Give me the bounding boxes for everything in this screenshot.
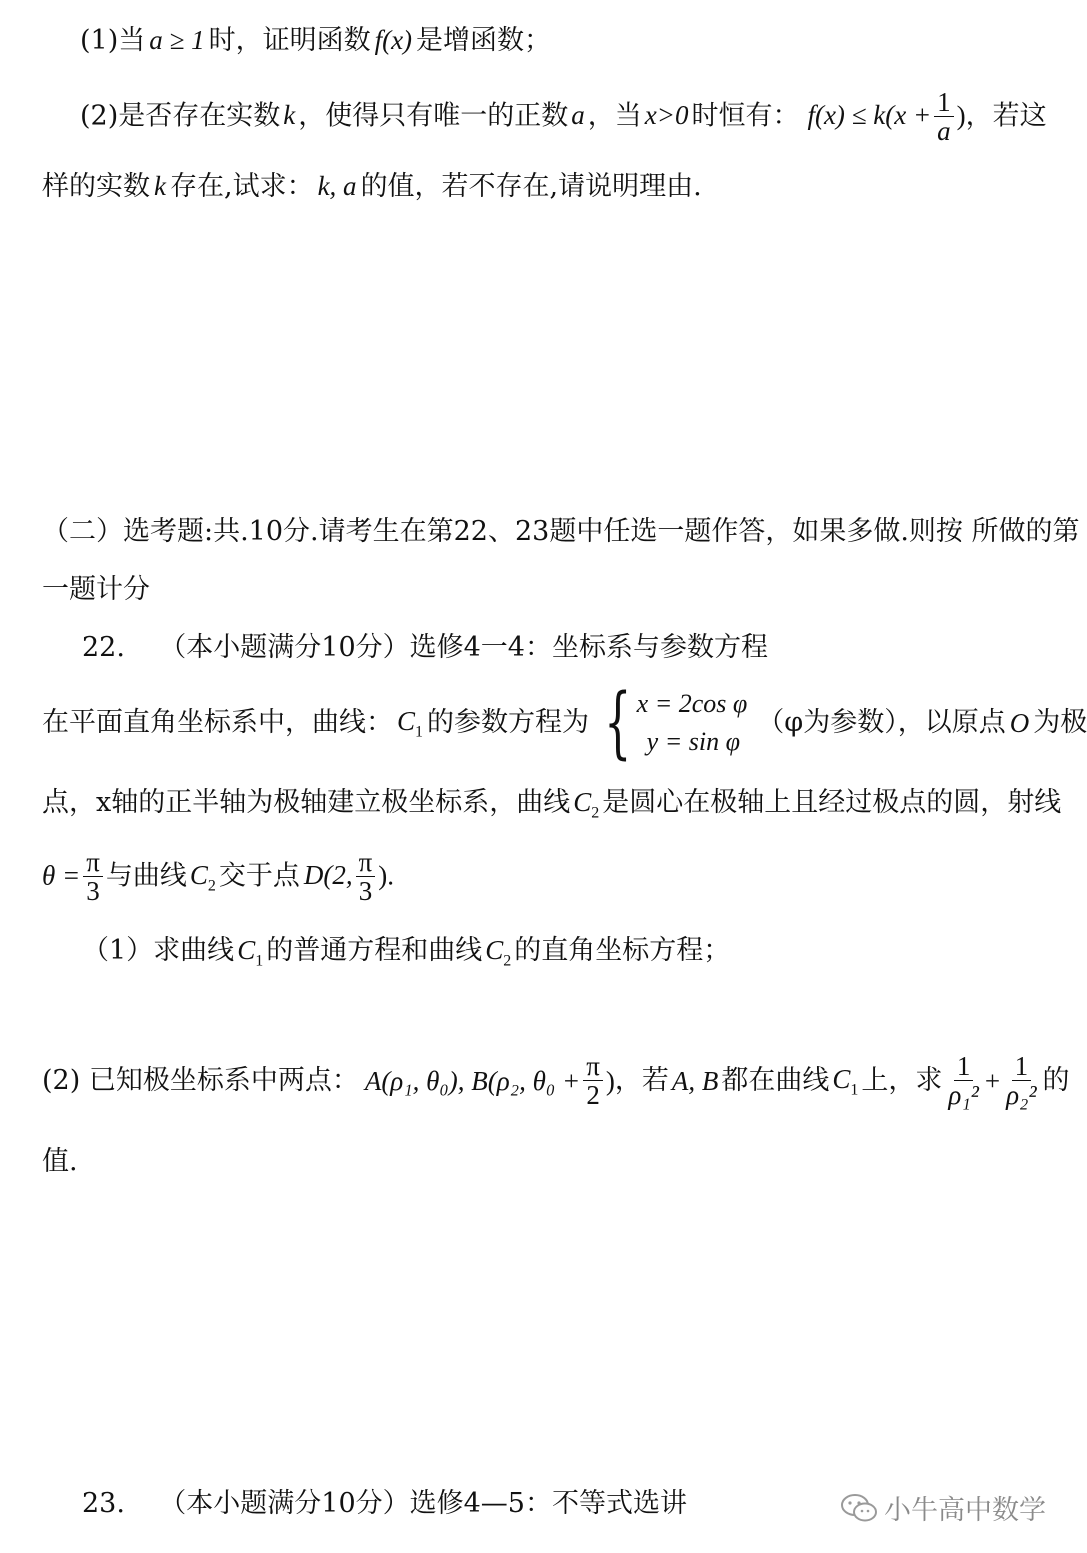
- q22-frac1-den: ρ₁²: [948, 1080, 979, 1111]
- q22-sub1: [82, 934, 730, 971]
- q22-point-pi: π: [356, 848, 376, 877]
- q22-sub2-pi-over-2: [583, 1052, 603, 1110]
- q21-part2-t4: ，若这: [965, 100, 1047, 132]
- q22-point-end: ).: [378, 860, 395, 891]
- q22-three: 3: [86, 876, 100, 907]
- q22-sub1-c: 的直角坐标方程；: [514, 935, 731, 966]
- q22-C1: [397, 705, 423, 742]
- q21-part2-t3: 时恒有：: [691, 100, 800, 132]
- q22-sub1-b: 的普通方程和曲线: [266, 935, 483, 966]
- q22-sub2-frac2: [1003, 1052, 1039, 1110]
- q22-sub2-C1-sub: 1: [850, 1080, 859, 1098]
- q22-sub2-d: 上，求: [861, 1064, 943, 1096]
- q22-line3-a: 与曲线: [105, 860, 187, 892]
- q21-part1-func: f(x): [374, 25, 413, 55]
- q22-eq-row1: x = 2cos φ: [636, 689, 748, 719]
- q22-sub2-pi: π: [583, 1052, 603, 1081]
- q22-heading: 22. （本小题满分10分）选修4一4：坐标系与参数方程: [82, 632, 768, 663]
- q22-line3-b: 交于点: [218, 860, 300, 892]
- watermark-text: 小牛高中数学: [884, 1495, 1046, 1526]
- left-brace-icon: {: [604, 678, 632, 768]
- q22-frac2-den: ρ₂²: [1006, 1080, 1037, 1111]
- q21-part2-a: a: [571, 100, 585, 131]
- q21-part2-t2: ，当: [587, 100, 642, 132]
- q22-intro-c: （φ为参数），以原点: [757, 706, 1006, 738]
- q21-part2-line2: [42, 170, 702, 203]
- q21-part2-t1: ，使得只有唯一的正数: [298, 100, 569, 132]
- q21-line2-b: 存在,试求：: [169, 171, 314, 202]
- q22-sub2-b: ，若: [614, 1064, 669, 1096]
- q21-part2-line1: [80, 88, 1047, 146]
- q22-sub1-C1-letter: C: [237, 935, 256, 965]
- q22-line3: [42, 848, 394, 906]
- q21-line2-a: 样的实数: [42, 171, 150, 202]
- q22-point-D: D(2,: [303, 860, 353, 891]
- q21-line2-c: 的值，若不存在,请说明理由.: [360, 171, 702, 202]
- q22-sub2-end: 值.: [42, 1146, 78, 1177]
- q22-sub1-C2-sub: 2: [503, 952, 512, 970]
- q21-line2-k: k: [154, 171, 166, 201]
- section2-line1: （二）选考题:共.10分.请考生在第22、23题中任选一题作答，如果多做.则按 所做的第: [42, 516, 1080, 547]
- q22-C2-sub: 2: [591, 804, 600, 822]
- q21-part2-ineq-right: ): [956, 100, 966, 131]
- q22-line2: [42, 786, 1061, 823]
- q22-point-frac: [356, 848, 376, 906]
- q22-sub2-AB: A, B: [671, 1065, 719, 1096]
- q22-line2-b: 是圆心在极轴上且经过极点的圆，射线: [602, 787, 1062, 818]
- q21-part1-cond: a ≥ 1: [149, 25, 205, 55]
- q22-line3-C2-sub: 2: [207, 877, 216, 895]
- q22-point-three: 3: [358, 876, 373, 907]
- q22-O: O: [1009, 707, 1030, 738]
- q22-eq-row2: y = sin φ: [646, 727, 740, 756]
- q22-sub2-C1-letter: C: [832, 1063, 851, 1094]
- q22-sub2-C1: [832, 1063, 858, 1100]
- q22-sub2-two: 2: [586, 1080, 600, 1111]
- q22-C1-sub: 1: [415, 723, 424, 741]
- q22-sub1-a: （1）求曲线: [82, 935, 235, 966]
- q21-part2-ineq-left: f(x) ≤ k(x +: [807, 100, 932, 131]
- q22-sub2-e: 的: [1042, 1064, 1070, 1096]
- q22-frac2-num: 1: [1012, 1052, 1032, 1081]
- q22-pi: π: [83, 848, 103, 877]
- q22-sub2-c: 都在曲线: [721, 1064, 830, 1096]
- q22-theta-eq: θ =: [42, 860, 81, 891]
- q22-sub2-a: (2) 已知极坐标系中两点：: [42, 1064, 359, 1096]
- q22-sub2: [42, 1052, 1070, 1110]
- q22-sub1-C2: [485, 935, 512, 970]
- q21-part1-end: 是增函数；: [416, 25, 552, 56]
- q22-C2-letter: C: [573, 787, 592, 817]
- q22-sub2-frac1: [945, 1052, 981, 1110]
- q22-frac1-num: 1: [954, 1052, 974, 1081]
- watermark: [840, 1488, 1046, 1527]
- q21-line2-vars: k, a: [317, 171, 357, 201]
- q22-intro-d: 为极: [1033, 706, 1087, 738]
- q21-part1: [80, 24, 551, 57]
- q22-plus: +: [984, 1065, 1001, 1096]
- q22-sub2-points: A(ρ₁, θ₀), B(ρ₂, θ₀ +: [364, 1065, 581, 1096]
- q23-heading: 23. （本小题满分10分）选修4—5：不等式选讲: [82, 1488, 687, 1519]
- q21-frac-num: 1: [934, 88, 954, 117]
- q22-parametric-system: [593, 678, 748, 768]
- section2-line2: 一题计分: [42, 574, 150, 605]
- q22-intro-a: 在平面直角坐标系中，曲线：: [42, 706, 393, 738]
- q22-pi-over-3: [83, 848, 103, 906]
- q22-sub1-C1-sub: 1: [255, 952, 264, 970]
- q21-part2-xcond: x>0: [644, 100, 689, 131]
- q22-line3-C2-letter: C: [189, 860, 208, 891]
- q21-frac-den: a: [937, 116, 951, 147]
- q22-sub1-C1: [237, 935, 264, 970]
- q21-part1-mid: 时，证明函数: [208, 25, 371, 56]
- q22-C1-letter: C: [397, 705, 416, 736]
- q22-intro-b: 的参数方程为: [427, 706, 590, 738]
- q22-sub2-close: ): [605, 1065, 615, 1096]
- wechat-icon: [840, 1493, 878, 1523]
- q22-C2: [573, 787, 600, 822]
- q22-line2-a: 点，x轴的正半轴为极轴建立极坐标系，曲线: [42, 787, 571, 818]
- q21-part2-label: (2)是否存在实数: [80, 100, 281, 132]
- q21-part2-k: k: [283, 100, 296, 131]
- q22-sub1-C2-letter: C: [485, 935, 504, 965]
- q22-intro: [42, 678, 1087, 768]
- q21-part1-label: (1)当: [80, 25, 146, 56]
- q21-part2-frac: [934, 88, 954, 146]
- q22-line3-C2: [189, 860, 216, 895]
